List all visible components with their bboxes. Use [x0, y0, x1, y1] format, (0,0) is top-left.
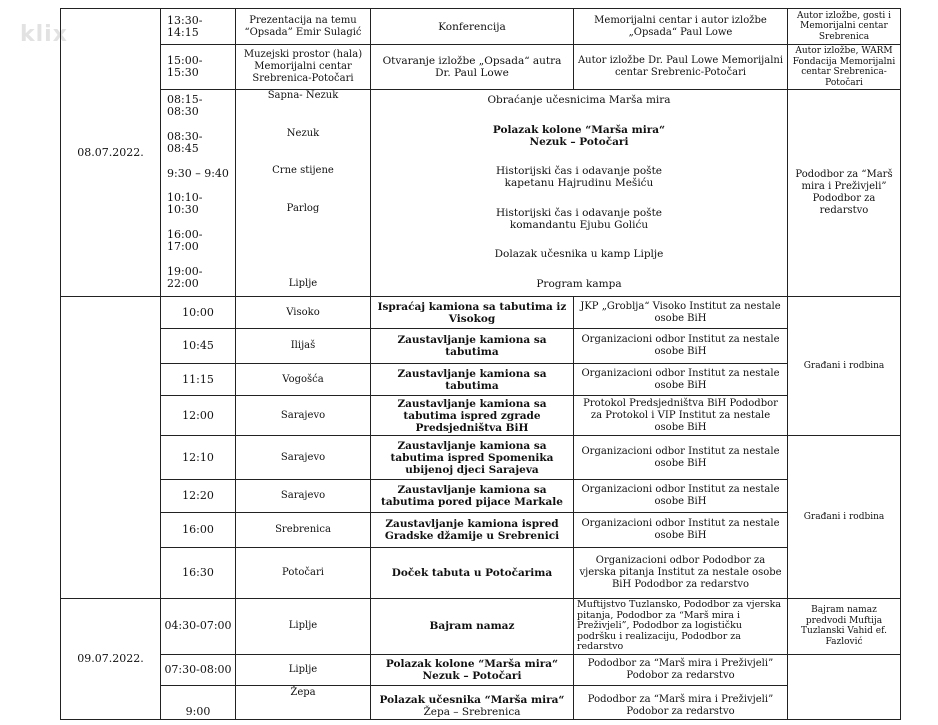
event-item: Program kampa	[536, 277, 622, 290]
table-row	[61, 329, 901, 364]
table-row	[61, 90, 901, 297]
org-cell: Memorijalni centar i autor izložbe „Opsada“ Paul Lowe	[574, 9, 788, 45]
time-cell: 16:30	[161, 548, 236, 599]
org-cell: Organizacioni odbor Institut za nestale osobe BiH	[574, 480, 788, 513]
guests-cell: Autor izložbe, gosti i Memorijalni centar Srebrenica	[788, 9, 901, 45]
time-cell: 10:00	[161, 297, 236, 329]
org-cell: Muftijstvo Tuzlansko, Pododbor za vjerska pitanja, Pododbor za “Marš mira i Preživjeli”, Pododbor za logističku podršku i realizaciju, Pododbor za redarstvo	[574, 599, 788, 655]
schedule-table	[60, 8, 901, 720]
table-row	[61, 436, 901, 480]
table-row	[61, 45, 901, 90]
table-row	[61, 297, 901, 329]
event-cell: Zaustavljanje kamiona ispred Gradske džamije u Srebrenici	[371, 513, 574, 548]
place-cell: Srebrenica	[236, 513, 371, 548]
times-stack	[161, 90, 236, 297]
time-cell: 04:30-07:00	[161, 599, 236, 655]
table-row	[61, 599, 901, 655]
time-item: 08:30-08:45	[167, 129, 203, 155]
time-cell: 12:20	[161, 480, 236, 513]
event-cell: Zaustavljanje kamiona sa tabutima	[371, 364, 574, 396]
event-cell: Polazak kolone “Marša mira“ Nezuk – Potočari	[371, 654, 574, 685]
event-cell: Konferencija	[371, 9, 574, 45]
org-cell: Organizacioni odbor Institut za nestale osobe BiH	[574, 513, 788, 548]
place-cell: Visoko	[236, 297, 371, 329]
time-cell: 13:30-14:15	[161, 9, 236, 45]
org-cell: JKP „Groblja“ Visoko Institut za nestale osobe BiH	[574, 297, 788, 329]
place-item: Parlog	[286, 202, 320, 214]
guests-cell: Građani i rodbina	[788, 297, 901, 436]
event-cell: Zaustavljanje kamiona sa tabutima ispred Spomenika ubijenoj djeci Sarajeva	[371, 436, 574, 480]
table-row	[61, 9, 901, 45]
table-row	[61, 548, 901, 599]
event-cell: Ispraćaj kamiona sa tabutima iz Visokog	[371, 297, 574, 329]
place-cell: Prezentacija na temu “Opsada” Emir Sulagić	[236, 9, 371, 45]
time-cell: 12:10	[161, 436, 236, 480]
org-cell: Organizacioni odbor Institut za nestale osobe BiH	[574, 436, 788, 480]
event-line: Žepa – Srebrenica	[423, 705, 521, 718]
org-cell: Autor izložbe Dr. Paul Lowe Memorijalni centar Srebrenic-Potočari	[574, 45, 788, 90]
time-cell: 11:15	[161, 364, 236, 396]
place-cell: Liplje	[236, 654, 371, 685]
guests-cell	[788, 654, 901, 719]
watermark-logo: klix	[20, 22, 68, 47]
event-cell	[371, 685, 574, 719]
place-cell: Sarajevo	[236, 480, 371, 513]
event-cell: Zaustavljanje kamiona sa tabutima ispred zgrade Predsjedništva BiH	[371, 396, 574, 436]
table-row	[61, 654, 901, 685]
org-cell: Pododbor za “Marš mira i Preživjeli” Podobor za redarstvo	[574, 654, 788, 685]
org-cell: Protokol Predsjedništva BiH Pododbor za Protokol i VIP Institut za nestale osobe BiH	[574, 396, 788, 436]
guests-cell: Bajram namaz predvodi Muftija Tuzlanski Vahid ef. Fazlović	[788, 599, 901, 655]
time-item: 08:15-08:30	[167, 93, 203, 118]
place-cell: Potočari	[236, 548, 371, 599]
event-item: Dolazak učesnika u kamp Liplje	[494, 248, 664, 261]
org-cell: Pododbor za “Marš mira i Preživjeli” Pododbor za redarstvo	[788, 90, 901, 297]
date-cell: 08.07.2022.	[61, 9, 161, 297]
time-cell: 12:00	[161, 396, 236, 436]
event-item: Historijski čas i odavanje pošte komandantu Ejubu Goliću	[495, 206, 663, 231]
guests-cell: Građani i rodbina	[788, 436, 901, 599]
time-item: 9:30 – 9:40	[167, 166, 229, 180]
time-cell: 9:00	[161, 685, 236, 719]
time-item: 16:00-17:00	[167, 228, 203, 254]
table-row	[61, 480, 901, 513]
places-stack	[236, 90, 371, 297]
org-cell: Pododbor za “Marš mira i Preživjeli” Podobor za redarstvo	[574, 685, 788, 719]
place-item	[239, 240, 367, 252]
table-row	[61, 513, 901, 548]
event-cell: Bajram namaz	[371, 599, 574, 655]
org-cell: Organizacioni odbor Pododbor za vjerska pitanja Institut za nestale osobe BiH Pododbor za redarstvo	[574, 548, 788, 599]
place-item: Nezuk	[286, 127, 320, 139]
date-cell: 09.07.2022.	[61, 599, 161, 720]
event-item: Historijski čas i odavanje pošte kapetanu Hajrudinu Mešiću	[495, 165, 663, 190]
place-item: Liplje	[288, 277, 318, 289]
place-item: Sapna- Nezuk	[267, 90, 339, 101]
place-cell: Sarajevo	[236, 396, 371, 436]
place-cell: Liplje	[236, 599, 371, 655]
date-cell	[61, 297, 161, 599]
event-cell: Zaustavljanje kamiona sa tabutima pored pijace Markale	[371, 480, 574, 513]
time-item: 19:00-22:00	[167, 264, 203, 290]
place-item: Crne stijene	[272, 165, 334, 177]
event-cell: Otvaranje izložbe „Opsada“ autra Dr. Paul Lowe	[371, 45, 574, 90]
place-cell: Vogošća	[236, 364, 371, 396]
place-cell: Sarajevo	[236, 436, 371, 480]
time-cell: 10:45	[161, 329, 236, 364]
event-line: Polazak učesnika “Marša mira“	[379, 693, 565, 706]
event-item: Polazak kolone “Marša mira“ Nezuk – Potočari	[492, 123, 666, 148]
time-cell: 16:00	[161, 513, 236, 548]
org-cell: Organizacioni odbor Institut za nestale osobe BiH	[574, 329, 788, 364]
table-row	[61, 364, 901, 396]
place-cell: Žepa	[236, 685, 371, 719]
event-cell: Zaustavljanje kamiona sa tabutima	[371, 329, 574, 364]
place-cell: Ilijaš	[236, 329, 371, 364]
table-row	[61, 685, 901, 719]
time-cell: 07:30-08:00	[161, 654, 236, 685]
guests-cell: Autor izložbe, WARM Fondacija Memorijalni centar Srebrenica-Potočari	[788, 45, 901, 90]
place-cell: Muzejski prostor (hala) Memorijalni centar Srebrenica-Potočari	[236, 45, 371, 90]
time-item: 10:10-10:30	[167, 191, 203, 217]
time-cell: 15:00-15:30	[161, 45, 236, 90]
table-row	[61, 396, 901, 436]
event-cell: Doček tabuta u Potočarima	[371, 548, 574, 599]
event-item: Obraćanje učesnicima Marša mira	[487, 94, 671, 106]
org-cell: Organizacioni odbor Institut za nestale osobe BiH	[574, 364, 788, 396]
events-stack	[371, 90, 788, 297]
